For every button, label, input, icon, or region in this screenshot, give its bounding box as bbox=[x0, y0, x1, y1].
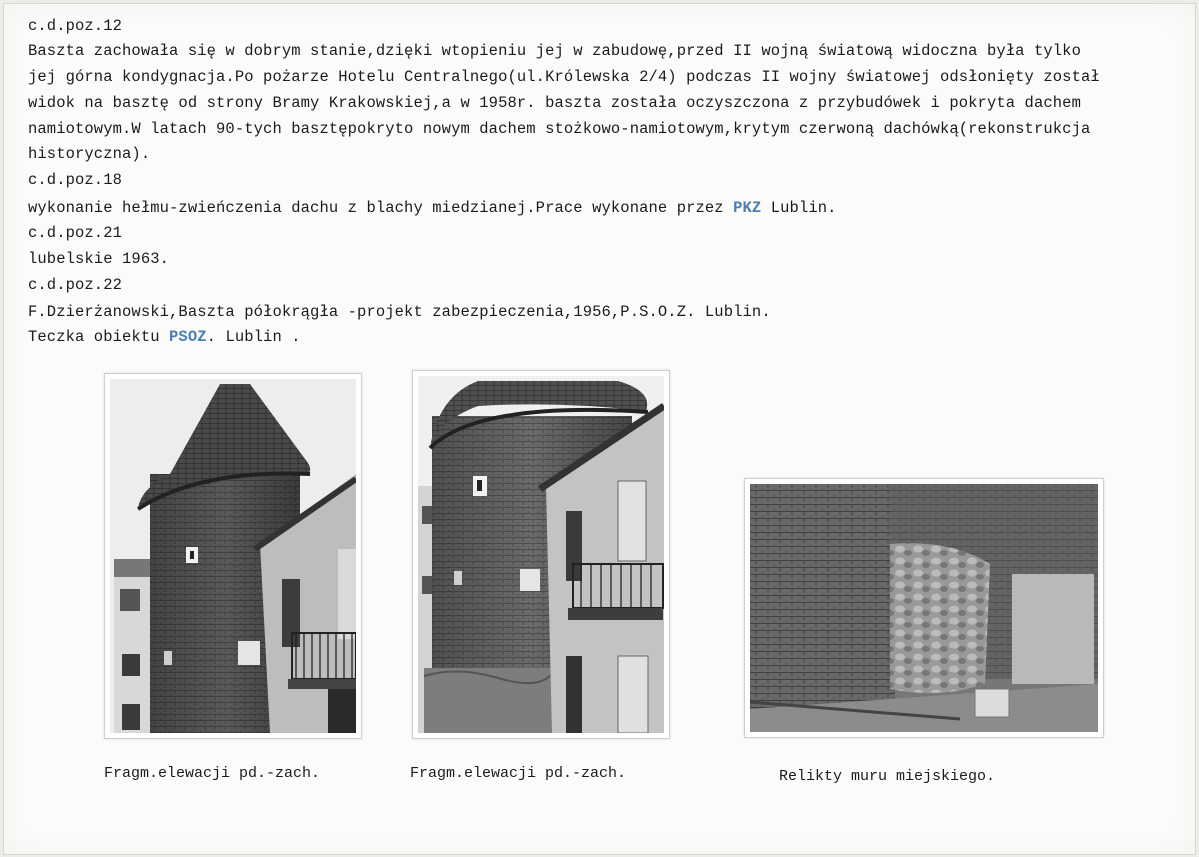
description-line-3: widok na basztę od strony Bramy Krakowskiej,a w 1958r. baszta została oczyszczona z przybudówek i pokryta dachem bbox=[28, 94, 1081, 112]
works-city: Lublin. bbox=[770, 199, 837, 217]
photo-caption-1: Fragm.elewacji pd.-zach. bbox=[104, 765, 321, 782]
folder-text: Teczka obiektu bbox=[28, 328, 160, 346]
description-line-5: historyczna). bbox=[28, 145, 151, 163]
reference-line-12: c.d.poz.12 bbox=[28, 17, 123, 35]
folder-city: . Lublin . bbox=[206, 328, 301, 346]
photo-caption-2: Fragm.elewacji pd.-zach. bbox=[410, 765, 627, 782]
photo-caption-3: Relikty muru miejskiego. bbox=[779, 768, 996, 785]
psoz-stamp: PSOZ bbox=[169, 328, 207, 346]
reference-line-18: c.d.poz.18 bbox=[28, 171, 123, 189]
works-text: wykonanie hełmu-zwieńczenia dachu z blachy miedzianej.Prace wykonane przez bbox=[28, 199, 724, 217]
reference-line-22: c.d.poz.22 bbox=[28, 276, 123, 294]
pkz-stamp: PKZ bbox=[733, 199, 762, 217]
photo-city-wall-relics bbox=[744, 478, 1104, 738]
description-line-1: Baszta zachowała się w dobrym stanie,dzięki wtopieniu jej w zabudowę,przed II wojną światową widoczna była tylko bbox=[28, 42, 1081, 60]
source-line-1963: lubelskie 1963. bbox=[28, 250, 170, 268]
reference-line-21: c.d.poz.21 bbox=[28, 224, 123, 242]
folder-line bbox=[28, 328, 301, 346]
description-line-2: jej górna kondygnacja.Po pożarze Hotelu Centralnego(ul.Królewska 2/4) podczas II wojny światowej odsłonięty został bbox=[28, 68, 1100, 86]
description-line-4: namiotowym.W latach 90-tych basztępokryto nowym dachem stożkowo-namiotowym,krytym czerwoną dachówką(rekonstrukcja bbox=[28, 120, 1091, 138]
bibliography-line: F.Dzierżanowski,Baszta półokrągła -projekt zabezpieczenia,1956,P.S.O.Z. Lublin. bbox=[28, 303, 771, 321]
stamp-mark bbox=[724, 199, 733, 217]
photo-tower-southwest-1 bbox=[104, 373, 362, 739]
photo-tower-southwest-2 bbox=[412, 370, 670, 739]
document-sheet bbox=[3, 3, 1196, 855]
works-line bbox=[28, 199, 837, 217]
